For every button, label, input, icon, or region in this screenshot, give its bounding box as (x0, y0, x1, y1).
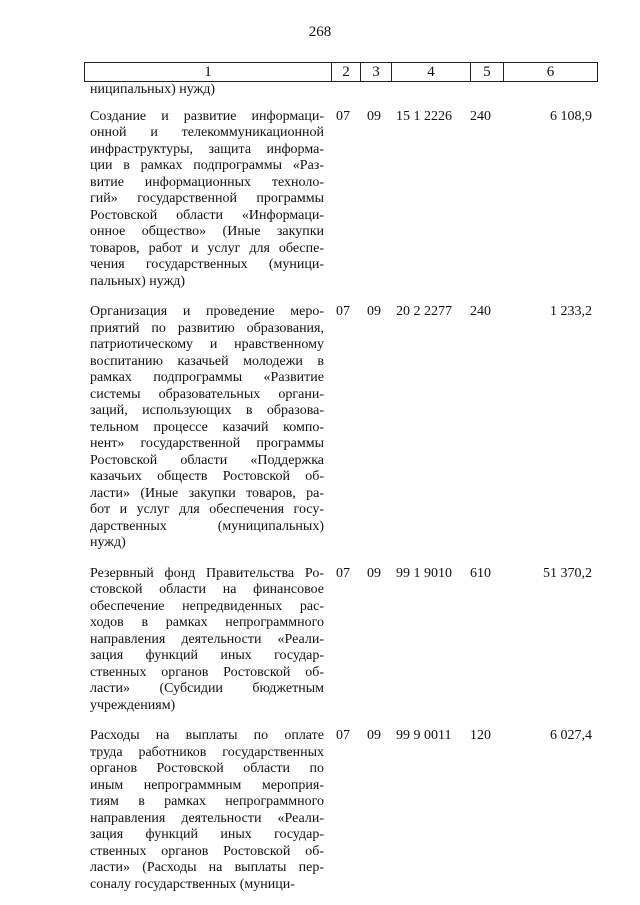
description-line: зация функций иных государ- (90, 648, 324, 663)
description-line: казачьих обществ Ростовской об- (90, 469, 324, 484)
description-line: ственных органов Ростовской об- (90, 843, 324, 859)
description-line: направления деятельности «Реали- (90, 810, 324, 826)
description-line: стовской области на финансовое (90, 582, 324, 597)
column-header-4: 4 (392, 63, 471, 82)
expense-type-code: 610 (470, 565, 491, 581)
table-row (84, 566, 598, 715)
description-line: воспитанию казачьей молодежи в (90, 353, 324, 369)
description-line: ственных органов Ростовской об- (90, 664, 324, 680)
description-line: соналу государственных (муници- (90, 876, 295, 892)
description-line: тиям в рамках непрограммного (90, 794, 324, 809)
target-article-code: 99 9 0011 (396, 728, 452, 743)
description-line: товаров, работ и услуг для обеспе- (90, 240, 324, 256)
description-line: инфраструктуры, защита информа- (90, 141, 324, 157)
description-line: приятий по развитию образования, (90, 320, 324, 336)
target-article-code: 15 1 2226 (396, 108, 452, 124)
description-line: бот и услуг для обеспечения госу- (90, 502, 324, 517)
description-line: онное общество» (Иные закупки (90, 224, 324, 239)
description-line: рамках подпрограммы «Развитие (90, 370, 324, 385)
description-line: патриотическому и нравственному (90, 337, 324, 352)
section-code: 07 (336, 108, 350, 124)
page-number: 268 (308, 24, 332, 40)
description-line: органов Ростовской области по (90, 761, 324, 776)
target-article-code: 99 1 9010 (396, 565, 452, 581)
description-line: Ростовской области «Информаци- (90, 207, 324, 223)
table-row (84, 109, 598, 291)
description-line: труда работников государственных (90, 744, 324, 760)
budget-table-body (84, 82, 598, 893)
description-line: заций, использующих в образова- (90, 403, 324, 418)
row-description (90, 304, 324, 552)
description-line: тельном процессе казачий компо- (90, 419, 324, 435)
description-line: Создание и развитие информаци- (90, 108, 324, 124)
description-line: Резервный фонд Правительства Ро- (90, 565, 324, 581)
row-description (90, 109, 324, 291)
subsection-code: 09 (367, 108, 381, 124)
column-header-3: 3 (361, 63, 392, 82)
column-header-2: 2 (332, 63, 361, 82)
amount: 6 027,4 (550, 728, 592, 743)
row-description (90, 728, 324, 893)
description-line: чения государственных (муници- (90, 257, 324, 272)
description-line: онной и телекоммуникационной (90, 125, 324, 140)
description-line: ции в рамках подпрограммы «Раз- (90, 158, 324, 173)
subsection-code: 09 (367, 565, 381, 581)
description-line: направления деятельности «Реали- (90, 631, 324, 647)
column-header-1: 1 (85, 63, 332, 82)
description-line: нент» государственной программы (90, 436, 324, 451)
description-line: гий» государственной программы (90, 191, 324, 206)
description-line: зация функций иных государ- (90, 827, 324, 842)
description-line: Расходы на выплаты по оплате (90, 728, 324, 743)
description-line: витие информационных техноло- (90, 174, 324, 190)
budget-rows (84, 109, 598, 894)
subsection-code: 09 (367, 304, 381, 319)
row-description (90, 566, 324, 715)
column-header-6: 6 (504, 63, 598, 82)
expense-type-code: 240 (470, 108, 491, 124)
description-line: иным непрограммным мероприя- (90, 777, 324, 793)
amount: 6 108,9 (550, 108, 592, 124)
description-line: ласти» (Субсидии бюджетным (90, 681, 324, 696)
description-line: ходов в рамках непрограммного (90, 615, 324, 630)
description-line: системы образовательных органи- (90, 386, 324, 402)
expense-type-code: 120 (470, 728, 491, 743)
description-line: Организация и проведение меро- (90, 304, 324, 319)
subsection-code: 09 (367, 728, 381, 743)
description-line: обеспечение непредвиденных рас- (90, 598, 324, 614)
description-line: дарственных (муниципальных) (90, 518, 324, 534)
description-line: пальных) нужд) (90, 273, 186, 289)
target-article-code: 20 2 2277 (396, 304, 452, 319)
description-line: ласти» (Иные закупки товаров, ра- (90, 485, 324, 501)
section-code: 07 (336, 728, 350, 743)
table-row (84, 728, 598, 893)
table-row (84, 304, 598, 552)
row-spacer (84, 552, 598, 566)
row-spacer (84, 290, 598, 304)
section-code: 07 (336, 565, 350, 581)
amount: 51 370,2 (543, 565, 592, 581)
column-header-row (84, 62, 598, 82)
section-code: 07 (336, 304, 350, 319)
expense-type-code: 240 (470, 304, 491, 319)
description-line: нужд) (90, 535, 126, 550)
continuation-text: ниципальных) нужд) (90, 82, 215, 97)
row-spacer (84, 714, 598, 728)
description-line: учреждениям) (90, 697, 176, 713)
description-line: Ростовской области «Поддержка (90, 452, 324, 468)
amount: 1 233,2 (550, 304, 592, 319)
description-line: ласти» (Расходы на выплаты пер- (90, 860, 324, 875)
column-header-5: 5 (471, 63, 504, 82)
